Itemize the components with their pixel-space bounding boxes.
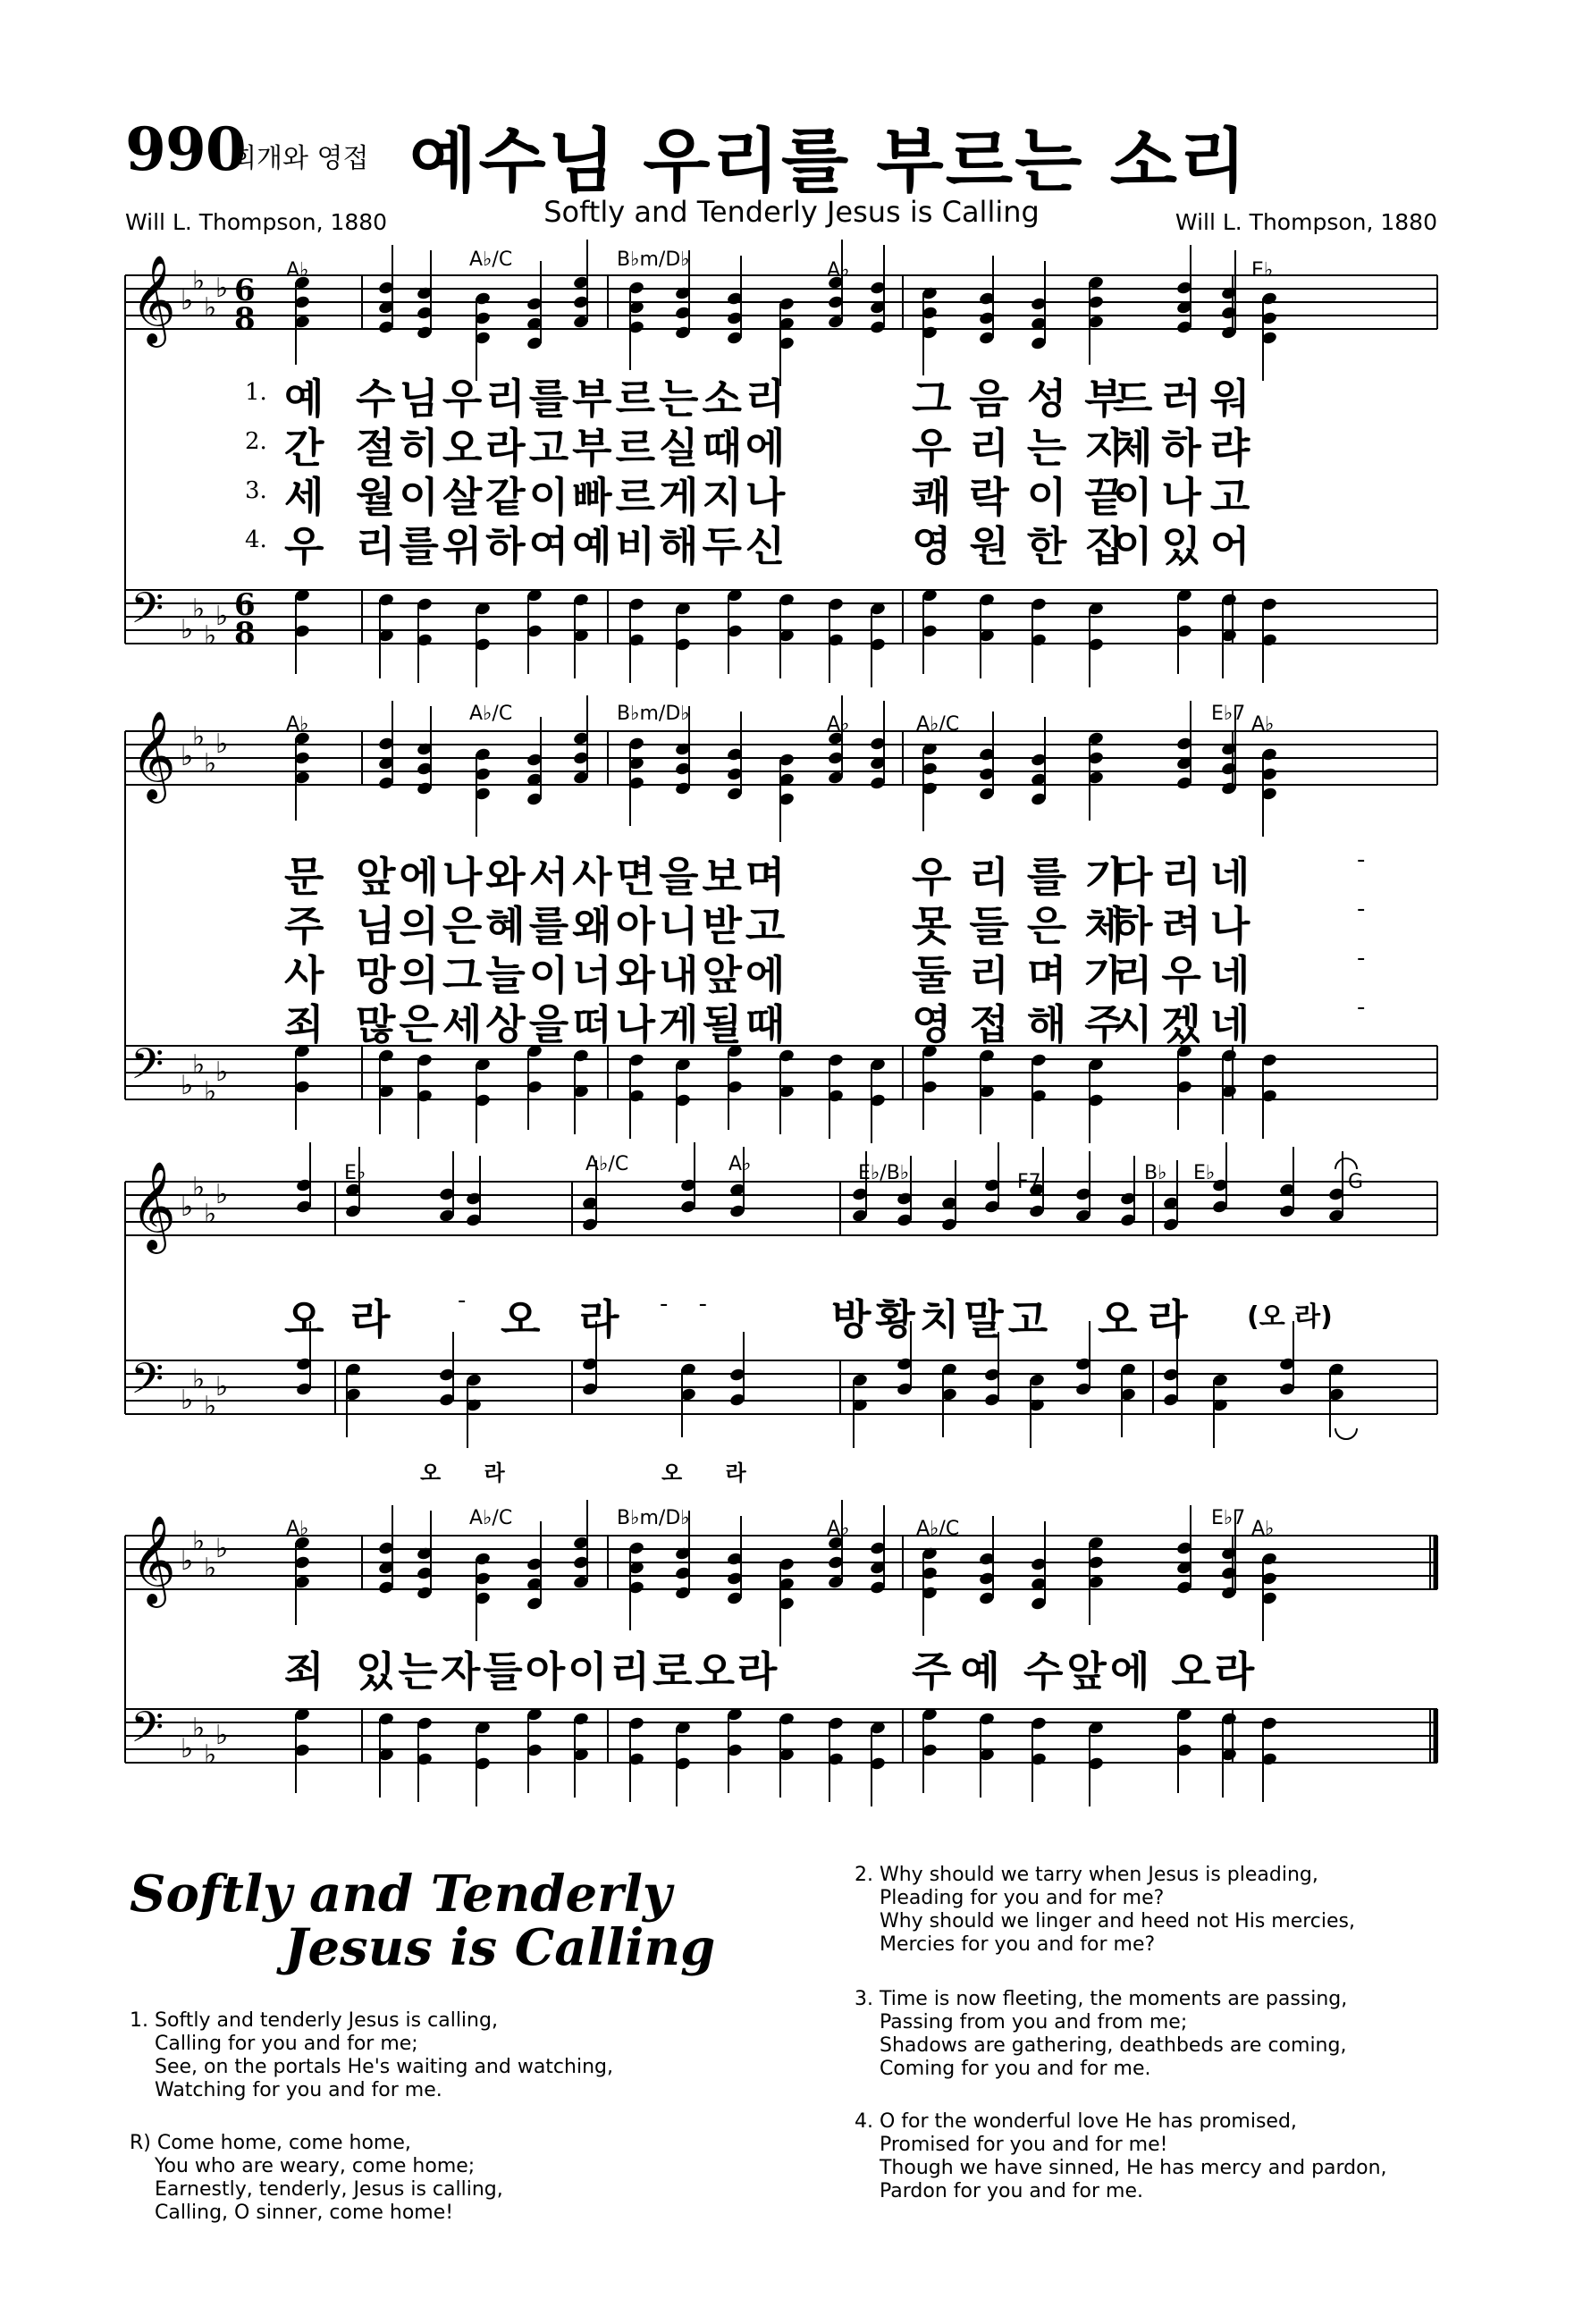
bass-echo-lyric: 오 라: [420, 1461, 505, 1486]
refrain-word: 라: [350, 1295, 391, 1343]
key-flat: ♭: [181, 1191, 194, 1223]
lyric-syllables: 못들은체: [912, 902, 1142, 950]
lyric-syllables: 주: [284, 902, 324, 950]
chord-symbol: E♭7: [1211, 703, 1246, 725]
chord-symbol: A♭: [286, 1518, 309, 1540]
lyric-syllables: -: [1357, 846, 1366, 873]
key-flat: ♭: [181, 285, 194, 316]
key-flat: ♭: [215, 1179, 229, 1210]
key-flat: ♭: [215, 1057, 229, 1088]
chord-symbol: B♭m/D♭: [617, 1507, 690, 1529]
lyric-syllables: 문: [284, 853, 324, 901]
refrain-echo: (오 라): [1247, 1301, 1333, 1333]
bass-echo-lyric: 오 라: [661, 1461, 746, 1486]
chord-symbol: A♭: [286, 713, 309, 736]
hymn-title-english: Softly and Tenderly Jesus is Calling: [543, 195, 1040, 229]
refrain-word: 주예: [912, 1647, 1009, 1696]
lyric-syllables: 체하랴: [1113, 424, 1259, 472]
refrain-word: 죄: [284, 1647, 324, 1696]
time-sig-bottom: 8: [234, 301, 256, 337]
lyric-syllables: 수님우리를부르는소리: [356, 375, 789, 423]
english-stanza-4: 4. O for the wonderful love He has promised, Promised for you and for me! Though we have sinned, He has mercy and pardon, Pardon for you and for me.: [855, 2110, 1387, 2202]
chord-symbol: A♭: [286, 259, 309, 282]
lyric-syllables: 앞에나와서사면을보며: [356, 853, 789, 901]
key-flat: ♭: [192, 1364, 206, 1395]
key-flat: ♭: [204, 1739, 217, 1771]
chord-symbol: F7: [1017, 1171, 1041, 1193]
refrain-word: 있는자들아이리로오라: [356, 1647, 780, 1696]
key-flat: ♭: [215, 1720, 229, 1751]
treble-clef: 𝄞: [131, 1515, 176, 1604]
time-sig-bottom: 8: [234, 616, 256, 652]
verse-number: 3.: [245, 477, 267, 504]
key-flat: ♭: [215, 273, 229, 304]
time-sig-top: 6: [234, 273, 256, 308]
key-flat: ♭: [181, 614, 194, 645]
key-flat: ♭: [192, 721, 206, 753]
chord-symbol: A♭: [827, 259, 850, 282]
key-flat: ♭: [192, 265, 206, 297]
key-flat: ♭: [192, 1713, 206, 1744]
key-flat: ♭: [204, 748, 217, 779]
lyric-syllables: 쾌락이끝: [912, 473, 1142, 521]
refrain-word: 오: [284, 1295, 324, 1343]
hymn-number: 990: [125, 114, 246, 184]
treble-clef: 𝄞: [131, 255, 176, 344]
bass-clef: 𝄢: [131, 1353, 164, 1414]
chord-symbol: E♭7: [1211, 1507, 1246, 1529]
english-title-line-2: Jesus is Calling: [284, 1918, 716, 1977]
lyric-syllables: 님의은혜를왜아니받고: [356, 902, 789, 950]
chord-symbol: E♭/B♭: [858, 1162, 910, 1184]
key-flat: ♭: [192, 1172, 206, 1203]
english-stanza-1: 1. Softly and tenderly Jesus is calling, Calling for you and for me; See, on the portals He's waiting and watching, Watching for you and for me.: [130, 2009, 613, 2101]
chord-symbol: E♭: [1251, 259, 1274, 282]
treble-clef: 𝄞: [131, 1161, 176, 1250]
lyric-syllables: 그음성부: [912, 375, 1142, 423]
key-flat: ♭: [181, 1545, 194, 1577]
key-flat: ♭: [204, 620, 217, 652]
lyric-syllables: -: [1357, 945, 1366, 972]
music-credit: Will L. Thompson, 1880: [1175, 209, 1437, 235]
refrain-hyphen: - -: [660, 1291, 708, 1318]
key-flat: ♭: [181, 1070, 194, 1101]
key-flat: ♭: [204, 1199, 217, 1230]
lyric-syllables: -: [1357, 994, 1366, 1021]
refrain-word: 라: [579, 1295, 619, 1343]
english-stanza-2: 2. Why should we tarry when Jesus is pleading, Pleading for you and for me? Why should we linger and heed not His mercies, Mercies for you and for me?: [855, 1864, 1356, 1956]
refrain-word: 방황치말고: [831, 1295, 1053, 1343]
key-flat: ♭: [181, 1385, 194, 1416]
refrain-word: 오라: [1098, 1295, 1199, 1343]
fermata: [1335, 1158, 1357, 1169]
key-flat: ♭: [192, 594, 206, 625]
lyric-syllables: 세: [284, 473, 324, 521]
refrain-word: 수앞에 오라: [1023, 1647, 1259, 1696]
chord-symbol: A♭/C: [585, 1153, 629, 1175]
key-flat: ♭: [181, 741, 194, 772]
lyric-syllables: 리를위하여예비해두신: [356, 522, 789, 570]
refrain-hyphen: -: [458, 1287, 467, 1314]
key-flat: ♭: [215, 1533, 229, 1564]
bass-clef: 𝄢: [131, 1039, 164, 1099]
key-flat: ♭: [204, 1076, 217, 1107]
lyric-syllables: 다리네: [1113, 853, 1259, 901]
lyric-syllables: 시겠네: [1113, 1000, 1259, 1048]
chord-symbol: A♭: [1251, 1518, 1275, 1540]
verse-number: 1.: [245, 379, 267, 406]
lyric-syllables: 영원한집: [912, 522, 1142, 570]
english-title-line-1: Softly and Tenderly: [130, 1865, 672, 1924]
chord-symbol: A♭/C: [469, 248, 513, 271]
lyric-syllables: 드러워: [1113, 375, 1259, 423]
chord-symbol: A♭: [728, 1153, 752, 1175]
hymn-title-korean: 예수님 우리를 부르는 소리: [409, 122, 1249, 202]
verse-number: 4.: [245, 526, 267, 553]
lyric-syllables: 사: [284, 951, 324, 999]
key-flat: ♭: [215, 1371, 229, 1402]
chord-symbol: A♭: [827, 1518, 850, 1540]
lyric-syllables: 예: [284, 375, 324, 423]
chord-symbol: E♭: [1193, 1162, 1216, 1184]
key-flat: ♭: [181, 1733, 194, 1764]
time-sig-top: 6: [234, 587, 256, 623]
key-flat: ♭: [204, 1391, 217, 1422]
english-stanza-3: 3. Time is now fleeting, the moments are passing, Passing from you and from me; Shadows are gathering, deathbeds are coming, Coming for you and for me.: [855, 1988, 1348, 2080]
lyric-syllables: 월이살같이빠르게지나: [356, 473, 789, 521]
chord-symbol: A♭: [827, 713, 850, 736]
chord-symbol: A♭/C: [916, 713, 960, 736]
hymn-category: 회개와 영접: [231, 143, 369, 174]
chord-symbol: B♭: [1144, 1162, 1167, 1184]
lyric-syllables: 우리는지: [912, 424, 1142, 472]
lyric-syllables: 둘리며가: [912, 951, 1142, 999]
lyric-syllables: 영접해주: [912, 1000, 1142, 1048]
lyric-syllables: 리우네: [1113, 951, 1259, 999]
english-refrain: R) Come home, come home, You who are weary, come home; Earnestly, tenderly, Jesus is calling, Calling, O sinner, come home!: [130, 2132, 503, 2224]
key-flat: ♭: [192, 1049, 206, 1081]
lyric-syllables: 망의그늘이너와내앞에: [356, 951, 789, 999]
bass-clef: 𝄢: [131, 1702, 164, 1763]
key-flat: ♭: [204, 292, 217, 324]
bass-clef: 𝄢: [131, 583, 164, 644]
chord-symbol: E♭: [344, 1162, 366, 1184]
treble-clef: 𝄞: [131, 711, 176, 800]
lyric-syllables: 이있어: [1113, 522, 1259, 570]
lyric-syllables: -: [1357, 896, 1366, 922]
lyric-syllables: 우리를기: [912, 853, 1142, 901]
chord-symbol: A♭: [1251, 713, 1275, 736]
lyric-syllables: 하려나: [1113, 902, 1259, 950]
lyric-syllables: 많은세상을떠나게될때: [356, 1000, 789, 1048]
chord-symbol: A♭/C: [916, 1518, 960, 1540]
chord-symbol: B♭m/D♭: [617, 248, 690, 271]
lyric-syllables: 절히오라고부르실때에: [356, 424, 789, 472]
fermata: [1335, 1428, 1357, 1439]
lyric-syllables: 우: [284, 522, 324, 570]
chord-symbol: G: [1348, 1171, 1364, 1193]
chord-symbol: A♭/C: [469, 1507, 513, 1529]
chord-symbol: A♭/C: [469, 703, 513, 725]
chord-symbol: B♭m/D♭: [617, 703, 690, 725]
key-flat: ♭: [192, 1526, 206, 1557]
lyric-syllables: 이나고: [1113, 473, 1259, 521]
lyric-syllables: 간: [284, 424, 324, 472]
verse-number: 2.: [245, 428, 267, 455]
key-flat: ♭: [215, 728, 229, 760]
key-flat: ♭: [215, 601, 229, 632]
words-credit: Will L. Thompson, 1880: [125, 209, 388, 235]
refrain-word: 오: [501, 1295, 541, 1343]
key-flat: ♭: [204, 1553, 217, 1584]
lyric-syllables: 죄: [284, 1000, 324, 1048]
